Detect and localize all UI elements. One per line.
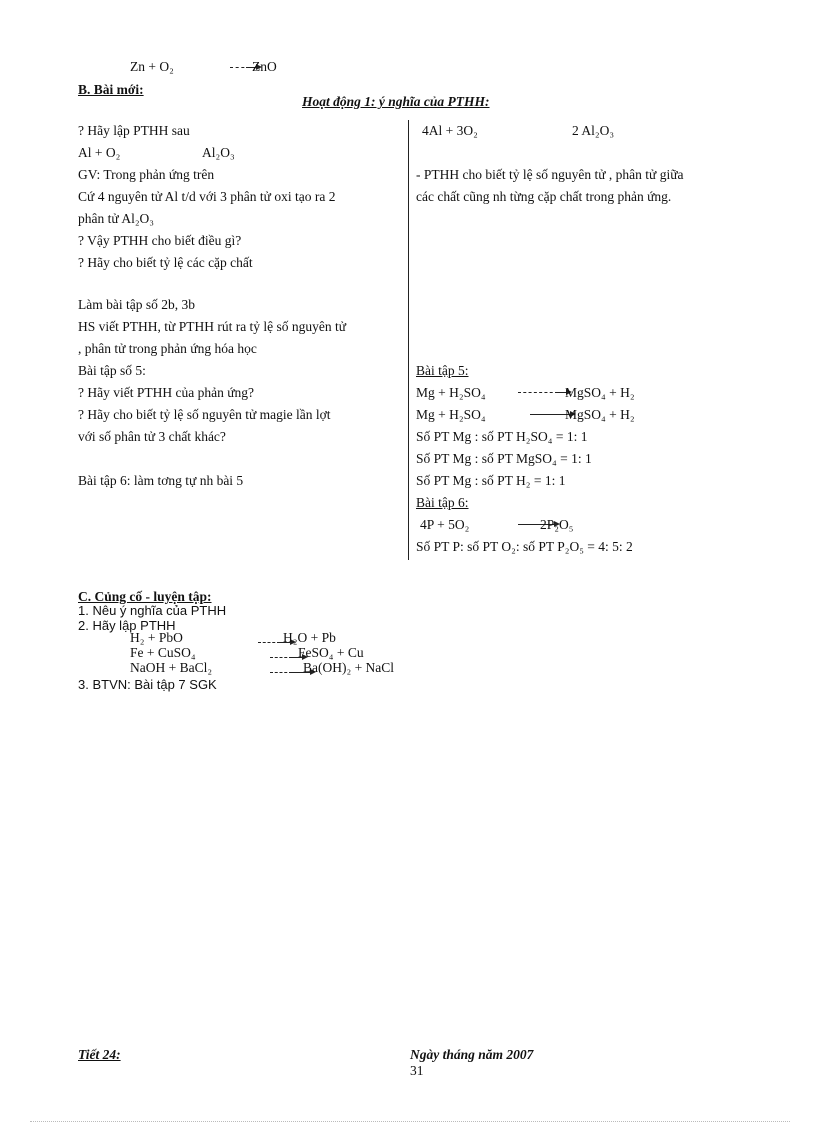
left-line-8: Làm bài tập số 2b, 3b xyxy=(78,297,195,312)
dashed-arrow-line xyxy=(270,672,292,673)
eq-a-lhs: H₂ + PbO xyxy=(130,630,183,645)
section-c-item-1: 1. Nêu ý nghĩa của PTHH xyxy=(78,603,227,618)
right-eq2-lhs: Mg + H₂SO₄ xyxy=(416,385,486,400)
left-line-13: ? Hãy cho biết tỷ lệ số nguyên tử magie lần lợt xyxy=(78,407,331,422)
dashed-arrow-line xyxy=(518,392,558,393)
ratio-2: Số PT Mg : số PT MgSO₄ = 1: 1 xyxy=(416,451,592,466)
bt6-title: Bài tập 6: xyxy=(416,495,469,510)
section-c-item-3: 3. BTVN: Bài tập 7 SGK xyxy=(78,677,217,692)
left-line-14: với số phân tử 3 chất khác? xyxy=(78,429,226,444)
left-line-7: ? Hãy cho biết tỷ lệ các cặp chất xyxy=(78,255,253,270)
left-line-15: Bài tập 6: làm tơng tự nh bài 5 xyxy=(78,473,244,488)
eq-a-rhs: H₂O + Pb xyxy=(283,630,336,645)
eq-b-rhs: FeSO₄ + Cu xyxy=(298,645,364,660)
left-line-3: GV: Trong phản ứng trên xyxy=(78,167,215,182)
section-b-title: B. Bài mới: xyxy=(78,82,144,97)
left-line-11: Bài tập số 5: xyxy=(78,363,146,378)
page-bottom-border xyxy=(30,1121,790,1122)
ratio-3: Số PT Mg : số PT H₂ = 1: 1 xyxy=(416,473,566,488)
dashed-arrow-line xyxy=(258,642,280,643)
section-c-title: C. Củng cố - luyện tập: xyxy=(78,589,212,604)
right-eq4-rhs: 2P₂O₅ xyxy=(540,517,574,532)
activity-title: Hoạt động 1: ý nghĩa của PTHH: xyxy=(302,94,490,109)
right-line-2: - PTHH cho biết tỷ lệ số nguyên tử , phân tử giữa xyxy=(416,167,684,182)
dashed-arrow-line xyxy=(270,657,292,658)
top-equation-lhs: Zn + O₂ xyxy=(130,59,174,74)
left-line-2b: Al₂O₃ xyxy=(202,145,235,160)
right-eq4-lhs: 4P + 5O₂ xyxy=(420,517,470,532)
left-line-1: ? Hãy lập PTHH sau xyxy=(78,123,190,138)
lesson-number: Tiết 24: xyxy=(78,1047,121,1062)
column-divider xyxy=(408,120,409,560)
ratio-1: Số PT Mg : số PT H₂SO₄ = 1: 1 xyxy=(416,429,588,444)
left-line-10: , phân tử trong phản ứng hóa học xyxy=(78,341,257,356)
left-line-9: HS viết PTHH, từ PTHH rút ra tỷ lệ số nguyên tử xyxy=(78,319,347,334)
top-equation-rhs: ZnO xyxy=(252,59,277,74)
right-eq3-lhs: Mg + H₂SO₄ xyxy=(416,407,486,422)
eq-c-rhs: Ba(OH)₂ + NaCl xyxy=(303,660,395,675)
left-line-4: Cứ 4 nguyên tử Al t/d với 3 phân tử oxi tạo ra 2 xyxy=(78,189,336,204)
page-number: 31 xyxy=(410,1063,424,1078)
right-eq2-rhs: MgSO₄ + H₂ xyxy=(565,385,635,400)
eq-b-lhs: Fe + CuSO₄ xyxy=(130,645,196,660)
left-line-12: ? Hãy viết PTHH của phản ứng? xyxy=(78,385,255,400)
right-eq3-rhs: MgSO₄ + H₂ xyxy=(565,407,635,422)
right-eq1-rhs: 2 Al₂O₃ xyxy=(572,123,615,138)
bt5-title: Bài tập 5: xyxy=(416,363,469,378)
right-line-3: các chất cũng nh từng cặp chất trong phản ứng. xyxy=(416,189,672,204)
ratio-4: Số PT P: số PT O₂: số PT P₂O₅ = 4: 5: 2 xyxy=(416,539,633,554)
date-line: Ngày tháng năm 2007 xyxy=(410,1047,534,1062)
eq-c-lhs: NaOH + BaCl₂ xyxy=(130,660,213,675)
left-line-6: ? Vậy PTHH cho biết điều gì? xyxy=(78,233,242,248)
right-eq1-lhs: 4Al + 3O₂ xyxy=(422,123,478,138)
left-line-5: phân tử Al₂O₃ xyxy=(78,211,154,226)
left-line-2a: Al + O₂ xyxy=(78,145,121,160)
section-c-item-2: 2. Hãy lập PTHH xyxy=(78,618,176,633)
